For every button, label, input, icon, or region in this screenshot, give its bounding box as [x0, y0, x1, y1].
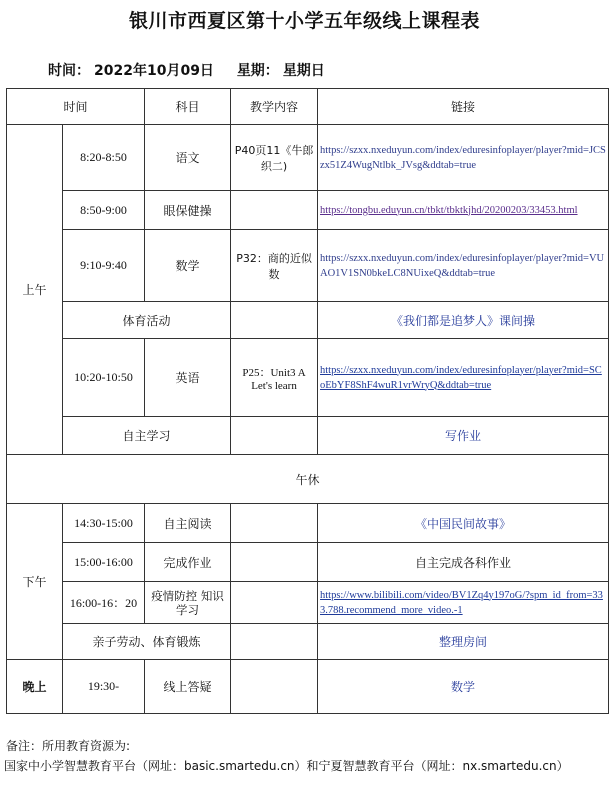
page-title: 银川市西夏区第十小学五年级线上课程表: [128, 10, 480, 32]
row-time: 8:50-9:00: [63, 191, 145, 230]
date-label: 时间：: [48, 63, 90, 79]
row-content: [231, 417, 318, 455]
row-subject: 自主阅读: [145, 504, 231, 543]
period-afternoon: 下午: [7, 504, 63, 660]
row-content: P32：商的近似数: [231, 230, 318, 302]
row-content: [231, 191, 318, 230]
header-subject: 科目: [145, 89, 231, 125]
row-time: 16:00-16：20: [63, 582, 145, 624]
period-noon: 午休: [7, 455, 609, 504]
row-subject: 数学: [145, 230, 231, 302]
header-row: [7, 89, 609, 125]
row-time: 15:00-16:00: [63, 543, 145, 582]
row-time: 8:20-8:50: [63, 125, 145, 191]
row-subject: 自主学习: [63, 417, 231, 455]
table-row: [7, 191, 609, 230]
header-time: 时间: [7, 89, 145, 125]
row-content: [231, 504, 318, 543]
row-time: 10:20-10:50: [63, 339, 145, 417]
row-content: [231, 543, 318, 582]
row-link[interactable]: 写作业: [318, 417, 609, 455]
row-link[interactable]: 数学: [318, 660, 609, 714]
row-link: 自主完成各科作业: [318, 543, 609, 582]
row-content: [231, 582, 318, 624]
table-row: [7, 455, 609, 504]
date-value: 2022年10月09日: [94, 63, 214, 79]
table-row: [7, 543, 609, 582]
header-link: 链接: [318, 89, 609, 125]
table-row: [7, 302, 609, 339]
table-row: [7, 624, 609, 660]
footer-line1: 备注：所用教育资源为:: [6, 739, 131, 753]
schedule-table: [6, 88, 609, 714]
weekday-label: 星期：: [236, 63, 279, 79]
row-link[interactable]: 《中国民间故事》: [318, 504, 609, 543]
row-subject: 亲子劳动、体育锻炼: [63, 624, 231, 660]
table-row: [7, 582, 609, 624]
table-row: [7, 339, 609, 417]
row-subject: 语文: [145, 125, 231, 191]
row-subject: 完成作业: [145, 543, 231, 582]
row-link[interactable]: https://www.bilibili.com/video/BV1Zq4y197oG/?spm_id_from=333.788.recommend_more_video.-1: [318, 582, 609, 624]
row-content: P25：Unit3 A Let's learn: [231, 339, 318, 417]
footer-note: [4, 737, 569, 773]
row-link[interactable]: 《我们都是追梦人》课间操: [318, 302, 609, 339]
row-time: 14:30-15:00: [63, 504, 145, 543]
footer-line2: 国家中小学智慧教育平台（网址：basic.smartedu.cn）和宁夏智慧教育平台（网址：nx.smartedu.cn）: [4, 759, 569, 773]
row-link[interactable]: https://szxx.nxeduyun.com/index/eduresinfoplayer/player?mid=VUAO1V1SN0bkeLC8NUixeQ&ddtab=true: [318, 230, 609, 302]
table-row: [7, 660, 609, 714]
table-row: [7, 230, 609, 302]
row-link[interactable]: https://szxx.nxeduyun.com/index/eduresinfoplayer/player?mid=JCSzx51Z4WugNtlbk_JVsg&ddtab=true: [318, 125, 609, 191]
row-time: 19:30-: [63, 660, 145, 714]
row-content: [231, 660, 318, 714]
row-subject: 疫情防控 知识学习: [145, 582, 231, 624]
row-content: P40页11《牛郎织二): [231, 125, 318, 191]
weekday-value: 星期日: [282, 63, 325, 79]
period-evening: 晚上: [7, 660, 63, 714]
period-morning: 上午: [7, 125, 63, 455]
row-time: 9:10-9:40: [63, 230, 145, 302]
table-row: [7, 125, 609, 191]
table-row: [7, 417, 609, 455]
date-line: [48, 60, 329, 80]
row-content: [231, 302, 318, 339]
row-subject: 体育活动: [63, 302, 231, 339]
row-subject: 线上答疑: [145, 660, 231, 714]
header-content: 教学内容: [231, 89, 318, 125]
row-content: [231, 624, 318, 660]
row-link[interactable]: https://szxx.nxeduyun.com/index/eduresinfoplayer/player?mid=SCoEbYF8ShF4wuR1vrWryQ&ddtab=true: [318, 339, 609, 417]
row-subject: 英语: [145, 339, 231, 417]
row-link[interactable]: https://tongbu.eduyun.cn/tbkt/tbktkjhd/20200203/33453.html: [318, 191, 609, 230]
row-link[interactable]: 整理房间: [318, 624, 609, 660]
row-subject: 眼保健操: [145, 191, 231, 230]
table-row: [7, 504, 609, 543]
